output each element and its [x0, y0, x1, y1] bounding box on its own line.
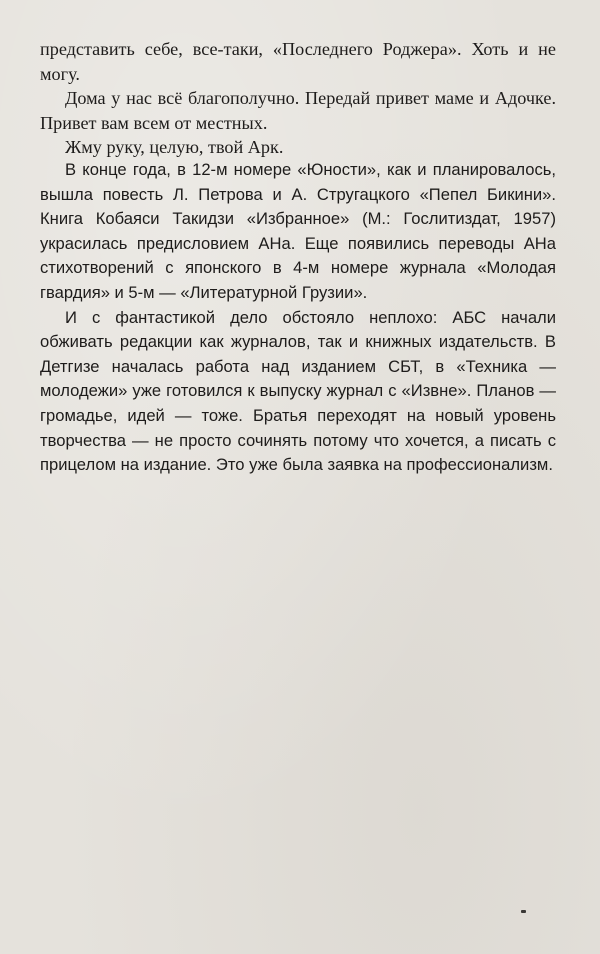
commentary-paragraph-science-fiction: И с фантастикой дело обстояло неплохо: АБС начали обживать редакции как журналов, так и книжных издательств. В Детгизе началась работа над изданием СБТ, в «Техника — молодежи» уже готовился к выпуску журнал с «Извне». Планов — громадье, идей — тоже. Братья переходят на новый уровень творчества — не просто сочинять потому что хочется, а писать с прицелом на издание. Это уже была заявка на профессионализм.	[40, 307, 556, 475]
commentary-text	[40, 158, 556, 478]
commentary-paragraph-publications: В конце года, в 12-м номере «Юности», как и планировалось, вышла повесть Л. Петрова и А. Стругацкого «Пепел Бикини». Книга Кобаяси Такидзи «Избранное» (М.: Гослитиздат, 1957) украсилась предисловием АНа. Еще появились переводы АНа стихотворений с японского в 4-м номере журнала «Молодая гвардия» и 5-м — «Литературной Грузии».	[40, 160, 556, 302]
letter-paragraph-greetings: Дома у нас всё благополучно. Передай привет маме и Адочке. Привет вам всем от местных.	[40, 88, 556, 133]
print-speck	[521, 910, 526, 913]
letter-signature: Жму руку, целую, твой Арк.	[65, 137, 284, 157]
letter-paragraph-closing-thought: представить себе, все-таки, «Последнего Роджера». Хоть и не могу.	[40, 39, 556, 84]
letter-excerpt	[40, 37, 556, 160]
